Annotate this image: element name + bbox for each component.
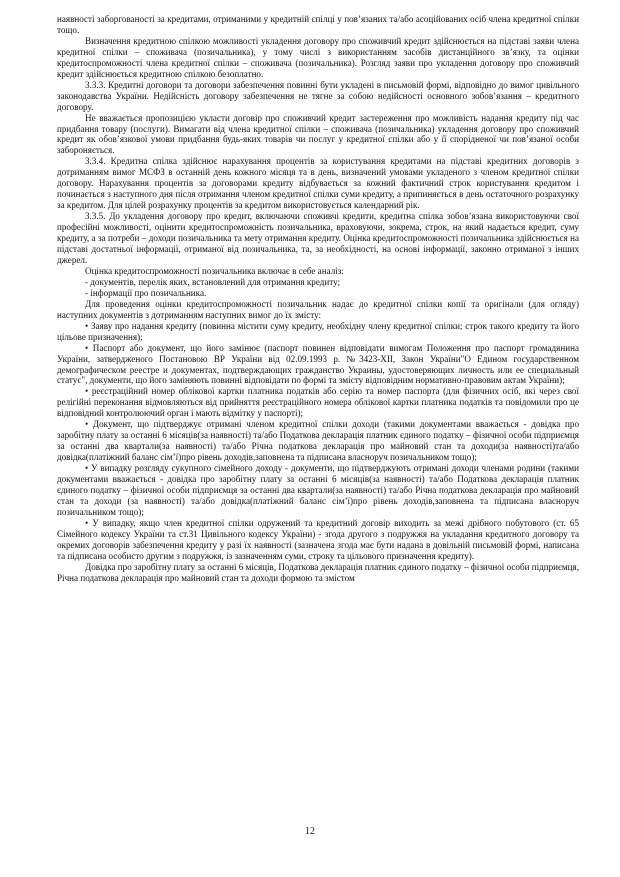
paragraph: 3.3.4. Кредитна спілка здійснює нарахування процентів за користування кредитами на підставі кредитних договорів з дотриманням вимог МСФЗ в останній день кожного місяця та в день, визначений умовами укладеного з членом кредитної спілки договору. Нарахування процентів за договорами кредиту відбувається за кожний фактичний строк користування кредитом і починається з наступного дня після отримання членом кредитної спілки суми кредиту, а припиняється в день остаточного розрахунку за кредитом. Для цілей розрахунку процентів за кредитом використовується календарний рік. [57, 156, 579, 211]
paragraph: 3.3.5. До укладення договору про кредит, включаючи споживчі кредити, кредитна спілка зобов’язана використовуючи свої професійні можливості, оцінити кредитоспроможність позичальника, враховуючи, зокрема, строк, на який надається кредит, суму кредиту, а за потреби – доходи позичальника та мету отримання кредиту. Оцінка кредитоспроможності позичальника здійснюється на підставі достатньої інформації, отриманої від позичальника, та, за необхідності, на основі інформації, законно отриманої з інших джерел. [57, 211, 579, 265]
bullet-paragraph: • Заяву про надання кредиту (повинна містити суму кредиту, необхідну члену кредитної спілки; строк такого кредиту та його цільове призначення); [57, 320, 579, 342]
bullet-paragraph: • Паспорт або документ, що його замінює (паспорт повинен відповідати вимогам Положення про паспорт громадянина України, затвердженого Постановою ВР України від 02.09.1993 р. №3423-XII, Закон України"О Едином государственном демографическом реестре и документах, подтверждающих гражданство Украины, удостоверяющих личность или ее специальный статус", документи, що його заміняють повинні відповідати по формі та змісту відповідним нормативно-правовим актам України); [57, 342, 579, 386]
bullet-paragraph: • реєстраційний номер облікової картки платника податків або серію та номер паспорта (для фізичних осіб, які через свої релігійні переконання відмовляються від прийняття реєстраційного номера облікової картки платника податків та повідомили про це відповідний контролюючий орган і мають відмітку у паспорті); [57, 386, 579, 419]
dash-list-item: - інформації про позичальника. [85, 287, 207, 298]
dash-list-item: - документів, перелік яких, встановлений для отримання кредиту; [85, 276, 341, 287]
bullet-paragraph: • Документ, що підтверджує отримані членом кредитної спілки доходи (такими документами вважається - довідка про заробітну плату за останні 6 місяців(за наявності) та/або Податкова декларація платник єдиного податку – фізичної особи підприємця за останні два квартали(за наявності) та/або Річна податкова декларація про майновий стан та доходи(за наявності)та/або довідка(платіжний баланс сім’ї)про рівень доходів,заповнена та підписана власноруч позичальником тощо); [57, 419, 579, 463]
paragraph: Оцінка кредитоспроможності позичальника включає в себе аналіз: [85, 265, 344, 276]
paragraph: наявності заборгованості за кредитами, отриманими у кредитній спілці у пов’язаних та/або асоційованих осіб члена кредитної спілки тощо. [57, 14, 579, 35]
paragraph: Довідка про заробітну плату за останні 6 місяців, Податкова декларація платник єдиного податку – фізичної особи підприємця, Річна податкова декларація про майновий стан та доходи формою та змістом [57, 561, 579, 583]
page-number: 12 [305, 826, 315, 837]
paragraph: Для проведення оцінки кредитоспроможності позичальник надає до кредитної спілки копії та оригінали (для огляду) наступних документів з дотриманням наступних вимог до їх змісту: [57, 298, 579, 320]
paragraph: Визначення кредитною спілкою можливості укладення договору про споживчий кредит здійснюється на підставі заяви члена кредитної спілки – споживача (позичальника), у тому числі з використанням засобів дистанційного зв’язку, та оцінки кредитоспроможності члена кредитної спілки – споживача (позичальника). Розгляд заяви про укладення договору про споживчий кредит здійснюється кредитною спілкою безоплатно. [57, 35, 579, 79]
paragraph: Не вважається пропозицією укласти договір про споживчий кредит застереження про можливість надання кредиту під час придбання товару (послуги). Вимагати від члена кредитної спілки – споживача (позичальника) укладення договору про споживчий кредит як обов’язкової умови придбання будь-яких товарів чи послуг у кредитної спілки або у її спорідненої чи пов’язаної особи забороняється. [57, 112, 579, 156]
document-body [57, 14, 579, 584]
bullet-paragraph: • У випадку розгляду сукупного сімейного доходу - документи, що підтверджують отримані доходи членами родини (такими документами вважається - довідка про заробітну плату за останні 6 місяців(за наявності) та/або Податкова декларація платник єдиного податку – фізичної особи підприємця за останні два квартали(за наявності) та/або Річна податкова декларація про майновий стан та доходи (за наявності) та/або довідка(платіжний баланс сім’ї)про рівень доходів,заповнена та підписана власноруч позичальником тощо); [57, 463, 579, 517]
bullet-paragraph: • У випадку, якщо член кредитної спілки одружений та кредитний договір виходить за межі дрібного побутового (ст. 65 Сімейного кодексу України та ст.31 Цивільного кодексу України) - згода другого з подружжя на укладання кредитного договору та окремих договорів забезпечення кредиту у разі їх наявності (зазначена згода має бути надана в довільній письмовій формі, написана та підписана особисто другим з подружжя, із зазначенням суми, строку та цільового призначення кредиту). [57, 517, 579, 561]
paragraph: 3.3.3. Кредитні договори та договори забезпечення повинні бути укладені в письмовій формі, відповідно до вимог цивільного законодавства України. Недійсність договору забезпечення не тягне за собою недійсності основного зобов’язання – кредитного договору. [57, 79, 579, 112]
